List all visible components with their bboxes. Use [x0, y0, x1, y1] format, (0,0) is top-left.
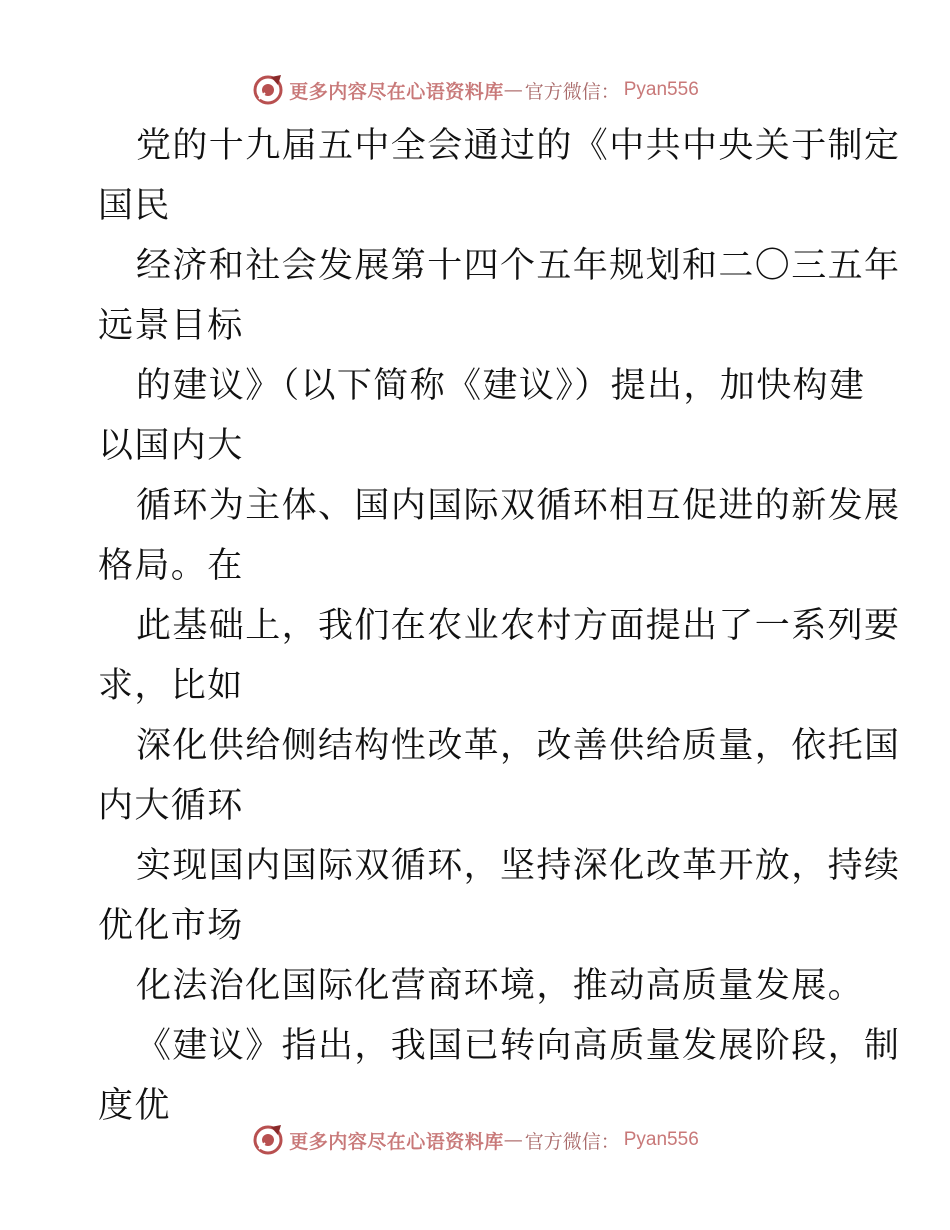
banner-main-text: 更多内容尽在心语资料库	[289, 80, 504, 103]
banner-wechat-label: 官方微信：	[524, 1130, 620, 1153]
logo-icon	[251, 73, 285, 107]
footer-banner	[0, 1120, 950, 1160]
paragraph-line: 以国内大	[98, 426, 244, 466]
document-body	[98, 116, 901, 1136]
paragraph-line: 优化市场	[98, 906, 244, 946]
paragraph-line: 化法治化国际化营商环境，推动高质量发展。	[136, 966, 865, 1006]
banner-separator: —	[503, 1129, 523, 1151]
paragraph-line: 度优	[98, 1086, 171, 1126]
paragraph-line: 循环为主体、国内国际双循环相互促进的新发展	[136, 486, 901, 526]
logo-icon	[251, 1123, 285, 1157]
paragraph-line: 深化供给侧结构性改革，改善供给质量，依托国	[136, 726, 901, 766]
paragraph-line: 的建议》（以下简称《建议》）提出，加快构建	[136, 366, 866, 406]
header-banner	[0, 70, 950, 110]
paragraph-3	[98, 356, 866, 476]
banner-wechat-id: Pyan556	[623, 79, 699, 100]
paragraph-line: 内大循环	[98, 786, 244, 826]
paragraph-4	[98, 476, 901, 596]
paragraph-9	[98, 1016, 901, 1136]
banner-wechat-id: Pyan556	[623, 1129, 699, 1150]
paragraph-line: 《建议》指出，我国已转向高质量发展阶段，制	[136, 1026, 901, 1066]
paragraph-line: 国民	[98, 186, 171, 226]
paragraph-2	[98, 236, 901, 356]
banner-separator: —	[503, 79, 523, 101]
banner-main-text: 更多内容尽在心语资料库	[289, 1130, 504, 1153]
paragraph-5	[98, 596, 901, 716]
paragraph-line: 远景目标	[98, 306, 244, 346]
paragraph-line: 党的十九届五中全会通过的《中共中央关于制定	[136, 126, 901, 166]
paragraph-8	[98, 956, 865, 1016]
banner-wechat-label: 官方微信：	[524, 80, 620, 103]
paragraph-line: 实现国内国际双循环，坚持深化改革开放，持续	[136, 846, 901, 886]
paragraph-line: 经济和社会发展第十四个五年规划和二〇三五年	[136, 246, 901, 286]
paragraph-line: 格局。在	[98, 546, 244, 586]
paragraph-6	[98, 716, 901, 836]
paragraph-line: 此基础上，我们在农业农村方面提出了一系列要	[136, 606, 901, 646]
paragraph-line: 求，比如	[98, 666, 244, 706]
paragraph-1	[98, 116, 901, 236]
paragraph-7	[98, 836, 901, 956]
